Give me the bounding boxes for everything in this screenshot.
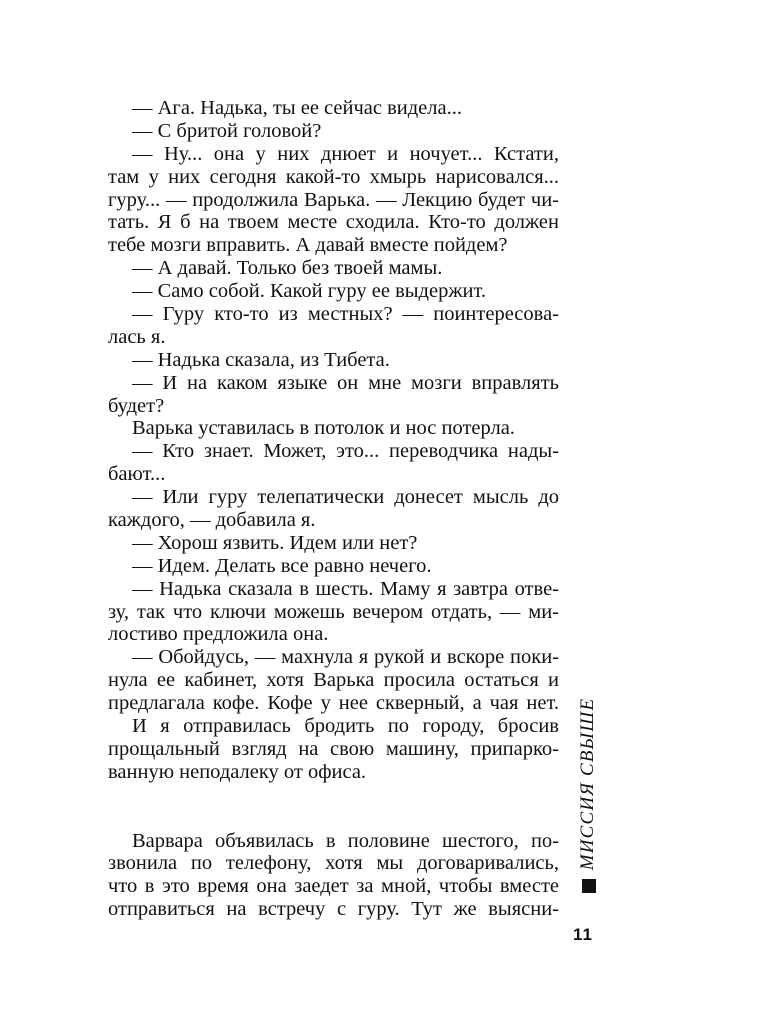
text-line: что в это время она заедет за мной, чтобы вместе [108, 875, 559, 898]
text-line: бают... [108, 463, 166, 486]
text-line: тать. Я б на твоем месте сходила. Кто-то должен [108, 211, 559, 234]
text-line: лась я. [108, 325, 166, 348]
text-line: — Гуру кто-то из местных? — поинтересова- [132, 303, 559, 326]
text-line: там у них сегодня какой-то хмырь нарисовался... [108, 165, 559, 188]
text-line: — Само собой. Какой гуру ее выдержит. [132, 280, 487, 303]
blank-line [108, 807, 559, 830]
page-number: 11 [573, 925, 593, 944]
text-line: каждого, — добавила я. [108, 509, 316, 532]
text-line: звонила по телефону, хотя мы договаривались, [108, 852, 559, 875]
text-line: — И на каком языке он мне мозги вправлять [132, 371, 559, 394]
text-line: — Ну... она у них днюет и ночует... Кстати, [132, 142, 559, 165]
text-line: — С бритой головой? [132, 119, 322, 142]
blank-line [108, 784, 559, 807]
text-line: прощальный взгляд на свою машину, припарко- [108, 737, 559, 760]
text-line: нула ее кабинет, хотя Варька просила остаться и [108, 669, 559, 692]
text-line: зу, так что ключи можешь вечером отдать, — ми- [108, 600, 559, 623]
text-line: ванную неподалеку от офиса. [108, 760, 367, 783]
running-title [574, 697, 602, 871]
text-line: — Хорош язвить. Идем или нет? [132, 531, 418, 554]
text-line: — Обойдусь, — махнула я рукой и вскоре поки- [132, 646, 559, 669]
text-line: — Идем. Делать все равно нечего. [132, 554, 432, 577]
running-title-text: МИССИЯ СВЫШЕ [577, 697, 598, 871]
text-line: — Надька сказала, из Тибета. [132, 348, 390, 371]
text-line: И я отправилась бродить по городу, бросив [132, 715, 559, 738]
text-line: будет? [108, 394, 165, 417]
text-line: Варвара объявилась в половине шестого, по- [132, 829, 559, 852]
text-line: — Кто знает. Может, это... переводчика нады- [132, 440, 559, 463]
body-text [108, 97, 559, 921]
text-line: — Ага. Надька, ты ее сейчас видела... [132, 97, 462, 119]
text-line: гуру... — продолжила Варька. — Лекцию будет чи- [108, 188, 559, 211]
text-line: — Или гуру телепатически донесет мысль до [132, 486, 559, 509]
square-marker-icon [582, 879, 596, 893]
text-line: лостиво предложила она. [108, 623, 329, 646]
text-line: предлагала кофе. Кофе у нее скверный, а чая нет. [108, 692, 559, 715]
text-line: отправиться на встречу с гуру. Тут же выясни- [108, 898, 559, 921]
text-line: Варька уставилась в потолок и нос потерла. [132, 417, 515, 440]
text-line: — Надька сказала в шесть. Маму я завтра отве- [132, 577, 559, 600]
text-line: тебе мозги вправить. А давай вместе пойдем? [108, 234, 508, 257]
text-line: — А давай. Только без твоей мамы. [132, 257, 443, 280]
